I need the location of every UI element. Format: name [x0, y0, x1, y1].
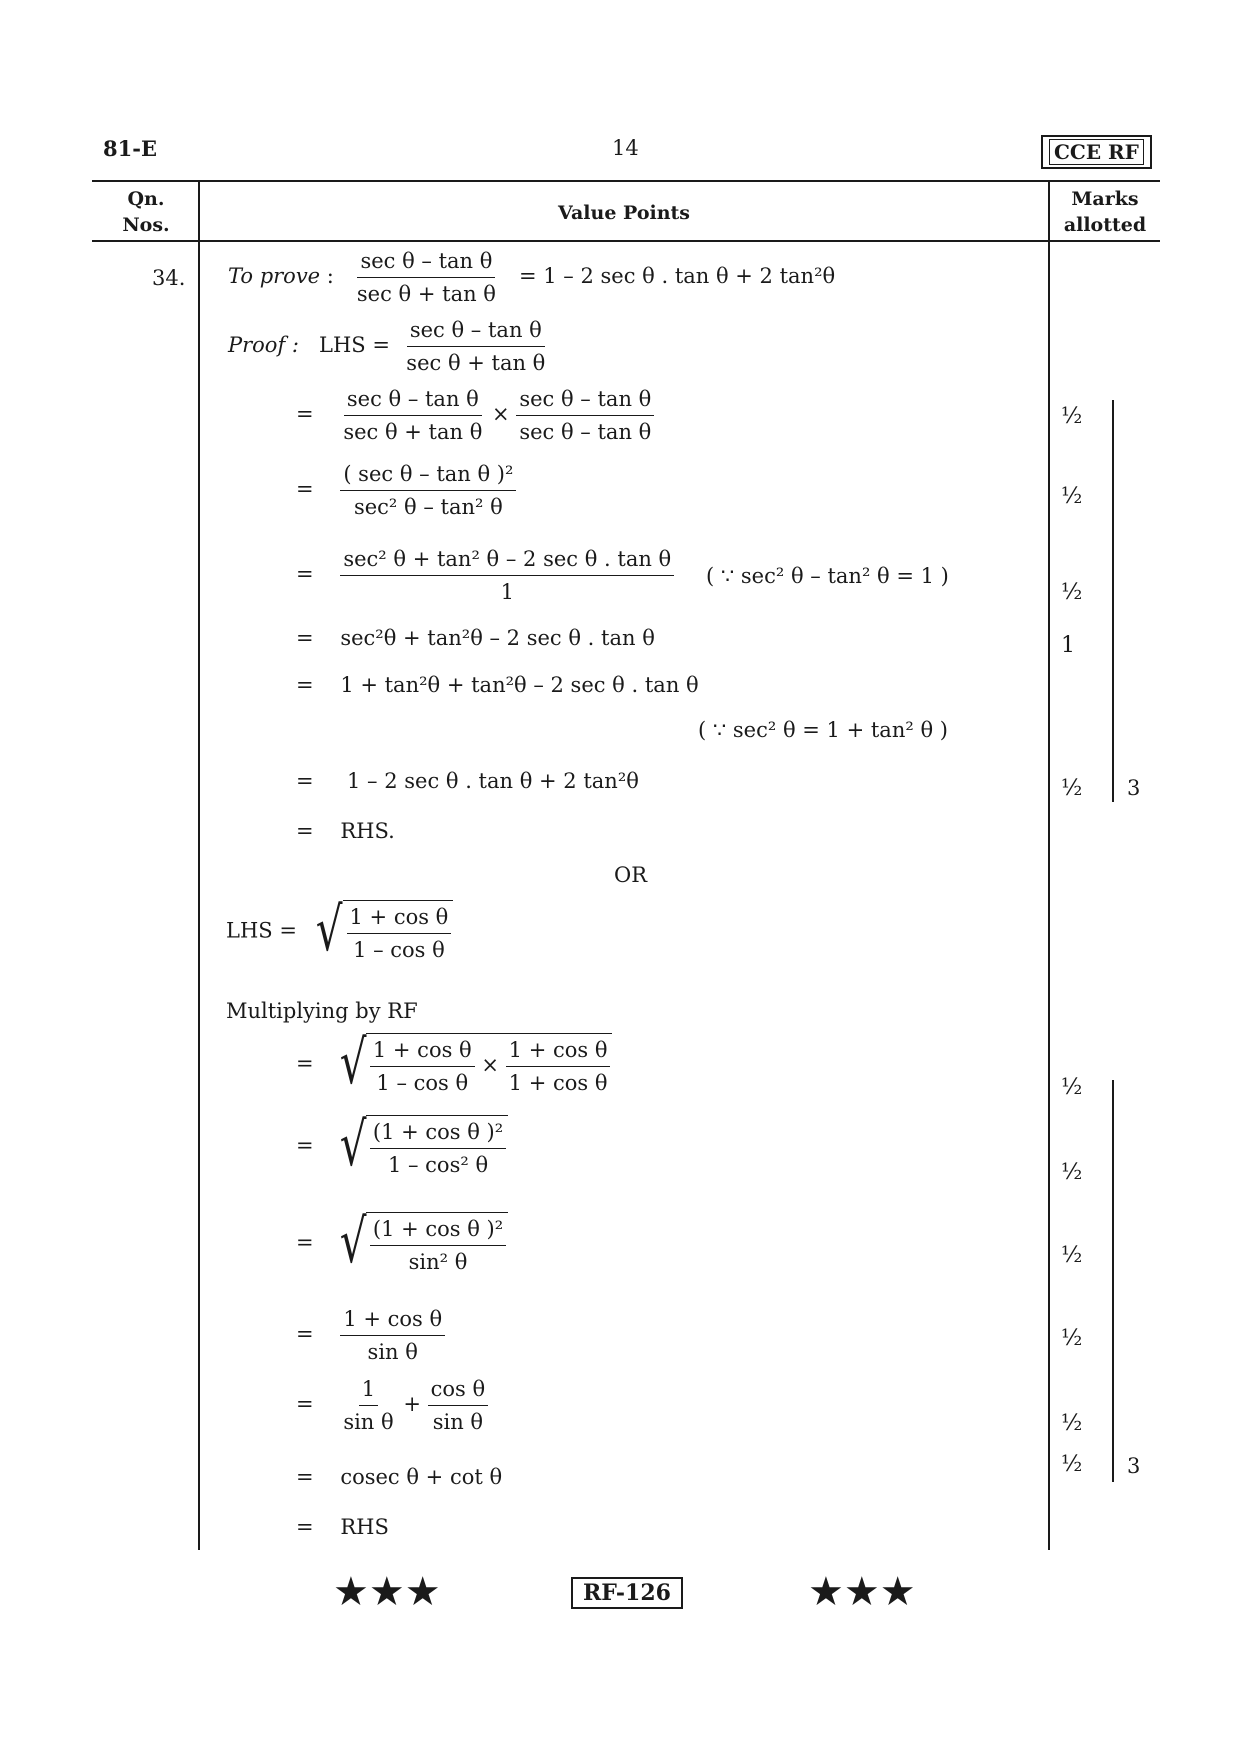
radicand	[366, 1115, 508, 1179]
fraction-denominator: sin θ	[367, 1340, 418, 1364]
header-qn-line2: Nos.	[122, 214, 170, 236]
equals-sign: =	[296, 769, 314, 793]
proof2-step6	[296, 1463, 502, 1491]
radical-sign: √	[339, 1207, 367, 1277]
radical-sign: √	[339, 1110, 367, 1180]
proof2-step4	[296, 1305, 445, 1366]
fraction-numerator: sec² θ + tan² θ – 2 sec θ . tan θ	[340, 545, 674, 576]
mark-value: ½	[1061, 776, 1083, 801]
proof2-step2	[296, 1110, 508, 1180]
lhs-label: LHS =	[226, 918, 297, 943]
equals-sign: =	[296, 1515, 314, 1539]
step6-expression: 1 – 2 sec θ . tan θ + 2 tan²θ	[347, 769, 639, 793]
equals-sign: =	[296, 1465, 314, 1489]
times-sign: ×	[492, 402, 510, 426]
mark-value: ½	[1061, 404, 1083, 429]
proof2-lhs-line	[226, 895, 453, 965]
fraction-denominator: 1 – cos θ	[376, 1071, 469, 1095]
multiplying-by-rf: Multiplying by RF	[226, 999, 418, 1023]
fraction-numerator: 1 + cos θ	[370, 1036, 475, 1067]
or-separator: OR	[614, 863, 648, 887]
fraction-numerator: (1 + cos θ )²	[370, 1215, 506, 1246]
mark-value: 1	[1061, 633, 1075, 658]
reason-identity-2: ( ∵ sec² θ = 1 + tan² θ )	[698, 718, 948, 742]
fraction-numerator: (1 + cos θ )²	[370, 1118, 506, 1149]
times-sign: ×	[481, 1053, 499, 1077]
fraction-denominator: sin θ	[343, 1410, 394, 1434]
cce-rf-badge	[1041, 135, 1152, 169]
fraction-numerator: 1 + cos θ	[506, 1036, 611, 1067]
question-number: 34.	[152, 266, 186, 290]
header-marks-allotted	[1052, 186, 1158, 238]
marks-total-2: 3	[1127, 1454, 1141, 1478]
header-marks-line1: Marks	[1071, 188, 1139, 210]
mark-value: ½	[1061, 580, 1083, 605]
radicand	[366, 1033, 613, 1097]
step2-fraction	[370, 1118, 506, 1179]
table-top-rule	[92, 180, 1160, 182]
mark-value: ½	[1061, 1243, 1083, 1268]
fraction-numerator: sec θ – tan θ	[516, 385, 654, 416]
to-prove-line: To prove : $\frac{\text{sec θ – tan θ}}{\text{sec θ + tan θ}}$ = 1 – 2 sec θ . tan θ + 2 tan²θ	[228, 249, 836, 306]
fraction-numerator: ( sec θ – tan θ )²	[340, 460, 516, 491]
fraction-denominator: sin θ	[432, 1410, 484, 1434]
radical-sign: √	[316, 895, 343, 965]
proof1-step4	[296, 624, 655, 652]
reason-identity-1: ( ∵ sec² θ – tan² θ = 1 )	[706, 564, 949, 588]
proof2-step5	[296, 1375, 488, 1436]
column-divider-right	[1048, 180, 1050, 1550]
step4-expression: sec²θ + tan²θ – 2 sec θ . tan θ	[340, 626, 655, 650]
mark-value: ½	[1061, 1160, 1083, 1185]
header-value-points: Value Points	[558, 202, 690, 224]
fraction-denominator: sec θ + tan θ	[343, 420, 483, 444]
step3-fraction	[340, 545, 674, 606]
fraction-numerator: sec θ – tan θ	[357, 247, 495, 278]
footer-stars-left: ★★★	[333, 1569, 441, 1615]
equals-sign: =	[296, 477, 314, 501]
proof2-step1	[296, 1028, 612, 1098]
rf-fraction-b	[506, 1036, 611, 1097]
marks-bracket-2	[1112, 1080, 1114, 1482]
equals-sign: =	[296, 673, 314, 697]
fraction-denominator: sec² θ – tan² θ	[353, 495, 503, 519]
fraction-denominator: 1 – cos θ	[353, 938, 445, 962]
fraction-numerator: 1	[359, 1375, 378, 1406]
proof1-step5	[296, 671, 699, 699]
step6-expression: cosec θ + cot θ	[340, 1465, 503, 1489]
step4-fraction	[340, 1305, 445, 1366]
fraction-denominator: 1 – cos² θ	[387, 1153, 489, 1177]
proof1-step2	[296, 460, 516, 521]
radicand	[343, 900, 454, 964]
fraction-denominator: sec θ + tan θ	[356, 282, 496, 306]
step2-fraction	[340, 460, 516, 521]
fraction-numerator: sec θ – tan θ	[344, 385, 482, 416]
plus-sign: +	[403, 1392, 421, 1416]
header-qn-line1: Qn.	[127, 188, 165, 210]
cce-rf-badge-text: CCE RF	[1049, 139, 1144, 165]
square-root	[334, 1207, 509, 1277]
proof1-step6	[296, 767, 639, 795]
equals-sign: =	[296, 626, 314, 650]
fraction-denominator: 1	[500, 580, 514, 604]
step1-fraction-b	[516, 385, 654, 446]
step5-expression: 1 + tan²θ + tan²θ – 2 sec θ . tan θ	[340, 673, 699, 697]
column-divider-left	[198, 180, 200, 1550]
header-marks-line2: allotted	[1063, 214, 1147, 236]
page-number: 14	[612, 136, 639, 160]
equals-sign: =	[296, 1051, 314, 1076]
proof2-step3	[296, 1207, 508, 1277]
rhs-label: RHS	[340, 1515, 389, 1539]
equals-sign: =	[296, 1230, 314, 1255]
footer-stars-right: ★★★	[808, 1569, 916, 1615]
paper-code: 81-E	[103, 136, 157, 161]
proof1-rhs	[296, 817, 395, 845]
mark-value: ½	[1061, 484, 1083, 509]
radicand-fraction	[347, 903, 452, 964]
to-prove-label: To prove	[228, 264, 321, 288]
lhs-label: LHS =	[319, 333, 390, 357]
fraction-denominator: 1 + cos θ	[508, 1071, 608, 1095]
square-root	[334, 1028, 613, 1098]
table-header-rule	[92, 240, 1160, 242]
to-prove-fraction	[354, 247, 499, 308]
equals-sign: =	[296, 1392, 314, 1416]
radical-sign: √	[339, 1028, 367, 1098]
fraction-numerator: cos θ	[428, 1375, 489, 1406]
equals-sign: =	[296, 562, 314, 586]
proof2-rhs	[296, 1513, 389, 1541]
marks-bracket-1	[1112, 400, 1114, 802]
equals-sign: =	[296, 1322, 314, 1346]
mark-value: ½	[1061, 1326, 1083, 1351]
fraction-numerator: sec θ – tan θ	[407, 316, 545, 347]
fraction-denominator: sec θ + tan θ	[406, 351, 546, 375]
step3-fraction	[370, 1215, 506, 1276]
footer-code-box: RF-126	[571, 1577, 683, 1609]
header-qn-nos	[100, 186, 192, 238]
rf-fraction-a	[370, 1036, 475, 1097]
fraction-denominator: sec θ – tan θ	[519, 420, 652, 444]
mark-value: ½	[1061, 1452, 1083, 1477]
equals-sign: =	[296, 1133, 314, 1158]
mark-value: ½	[1061, 1075, 1083, 1100]
proof-label: Proof :	[228, 333, 299, 357]
step5-fraction-b	[428, 1375, 489, 1436]
step1-fraction-a	[340, 385, 485, 446]
square-root	[334, 1110, 509, 1180]
step5-fraction-a	[340, 1375, 396, 1436]
equals-sign: =	[296, 819, 314, 843]
rhs-label: RHS.	[340, 819, 395, 843]
radicand	[366, 1212, 508, 1276]
mark-value: ½	[1061, 1411, 1083, 1436]
square-root	[310, 895, 453, 965]
proof1-step3	[296, 545, 674, 606]
lhs-fraction	[403, 316, 548, 377]
fraction-numerator: 1 + cos θ	[347, 903, 452, 934]
fraction-numerator: 1 + cos θ	[340, 1305, 445, 1336]
proof1-step1	[296, 385, 654, 446]
fraction-denominator: sin² θ	[408, 1250, 468, 1274]
to-prove-rhs: = 1 – 2 sec θ . tan θ + 2 tan²θ	[518, 264, 836, 288]
equals-sign: =	[296, 402, 314, 426]
proof-lhs-line	[228, 316, 548, 377]
marks-total-1: 3	[1127, 776, 1141, 800]
